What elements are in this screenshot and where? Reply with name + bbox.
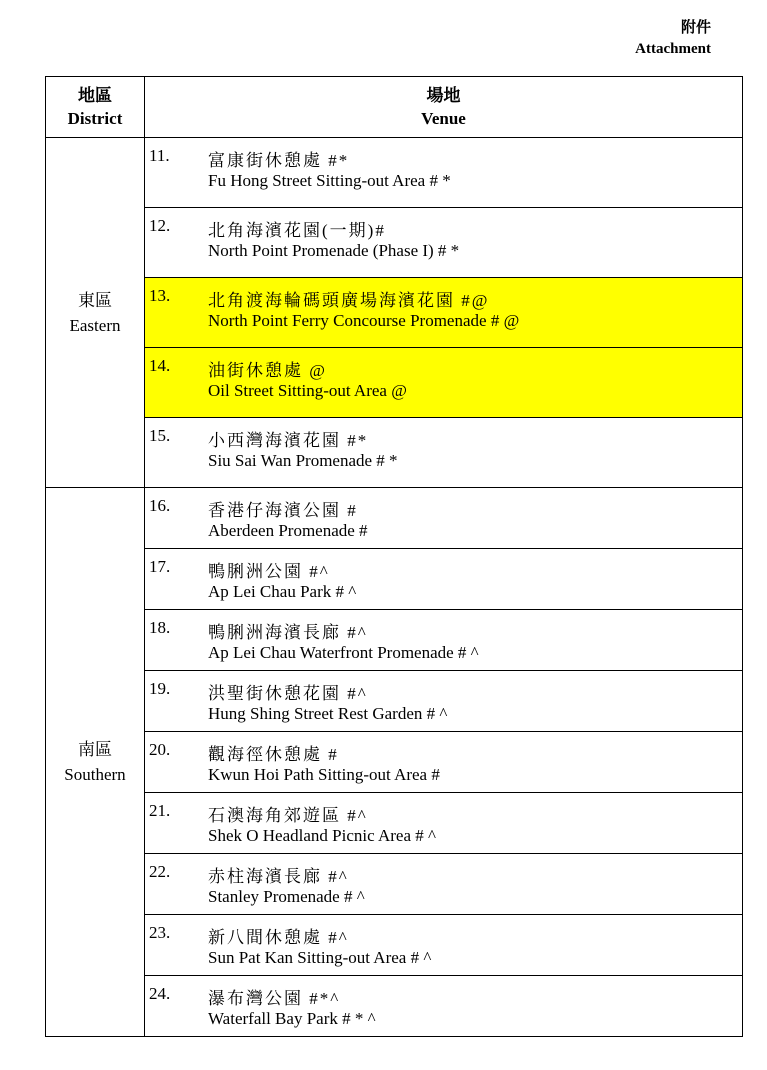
table-row [46, 488, 743, 549]
venue-name-en: Fu Hong Street Sitting-out Area # * [208, 171, 451, 190]
table-row [46, 208, 743, 278]
table-row [46, 418, 743, 488]
venue-cell [145, 732, 743, 793]
venue-number: 11. [149, 146, 170, 165]
venue-number: 22. [149, 862, 171, 881]
venue-cell [145, 854, 743, 915]
venue-number: 15. [149, 426, 171, 445]
table-row [46, 854, 743, 915]
venue-cell [145, 610, 743, 671]
attachment-label-en: Attachment [635, 41, 711, 57]
district-cell-eastern [46, 138, 145, 488]
venue-name-zh: 觀海徑休憩處 # [208, 745, 339, 764]
venue-name-zh: 洪聖街休憩花園 #^ [208, 684, 368, 703]
district-name-zh: 東區 [78, 290, 112, 310]
venue-header-zh: 場地 [426, 86, 461, 105]
venue-name-en: Shek O Headland Picnic Area # ^ [208, 826, 436, 845]
table-row [46, 610, 743, 671]
venue-name-zh: 小西灣海濱花園 #* [208, 431, 369, 450]
venue-name-en: Kwun Hoi Path Sitting-out Area # [208, 765, 440, 784]
venue-name-en: Siu Sai Wan Promenade # * [208, 451, 398, 470]
venue-name-zh: 石澳海角郊遊區 #^ [208, 806, 368, 825]
venue-number: 23. [149, 923, 171, 942]
table-row [46, 793, 743, 854]
venue-table [45, 76, 743, 1037]
venue-name-zh: 富康街休憩處 #* [208, 151, 350, 170]
table-row [46, 138, 743, 208]
venue-name-en: Hung Shing Street Rest Garden # ^ [208, 704, 448, 723]
venue-name-en: North Point Promenade (Phase I) # * [208, 241, 460, 260]
venue-name-zh: 北角海濱花園(一期)# [208, 221, 386, 240]
district-name-zh: 南區 [78, 740, 112, 759]
table-row [46, 915, 743, 976]
table-row-highlighted [46, 348, 743, 418]
venue-cell [145, 976, 743, 1037]
venue-number: 21. [149, 801, 171, 820]
district-header-en: District [67, 109, 123, 128]
venue-header [145, 77, 743, 138]
venue-name-zh: 瀑布灣公園 #*^ [208, 989, 341, 1008]
venue-cell [145, 208, 743, 278]
venue-name-zh: 赤柱海濱長廊 #^ [208, 867, 349, 886]
table-header-row [46, 77, 743, 138]
venue-cell [145, 549, 743, 610]
district-name-en: Southern [64, 765, 126, 784]
venue-number: 19. [149, 679, 171, 698]
venue-name-en: Oil Street Sitting-out Area @ [208, 381, 407, 400]
venue-cell [145, 348, 743, 418]
venue-number: 16. [149, 496, 171, 515]
venue-number: 14. [149, 356, 171, 375]
district-header-zh: 地區 [78, 86, 112, 105]
table-row-highlighted [46, 278, 743, 348]
venue-header-en: Venue [421, 109, 466, 128]
venue-number: 17. [149, 557, 171, 576]
venue-cell [145, 138, 743, 208]
table-row [46, 732, 743, 793]
venue-cell [145, 915, 743, 976]
venue-name-zh: 鴨脷洲海濱長廊 #^ [208, 623, 368, 642]
table-row [46, 671, 743, 732]
venue-cell [145, 278, 743, 348]
attachment-label-zh: 附件 [680, 20, 711, 36]
district-cell-southern [46, 488, 145, 1037]
district-name-en: Eastern [69, 315, 121, 335]
venue-name-zh: 香港仔海濱公園 # [208, 501, 358, 520]
venue-number: 24. [149, 984, 171, 1003]
venue-number: 20. [149, 740, 171, 759]
venue-cell [145, 671, 743, 732]
district-header [46, 77, 145, 138]
table-row [46, 976, 743, 1037]
venue-name-en: Stanley Promenade # ^ [208, 887, 365, 906]
venue-name-en: Waterfall Bay Park # * ^ [208, 1009, 376, 1028]
table-row [46, 549, 743, 610]
venue-name-en: Ap Lei Chau Park # ^ [208, 582, 357, 601]
venue-number: 12. [149, 216, 171, 235]
venue-name-en: Aberdeen Promenade # [208, 521, 368, 540]
venue-name-en: North Point Ferry Concourse Promenade # @ [208, 311, 520, 330]
venue-name-zh: 鴨脷洲公園 #^ [208, 562, 330, 581]
venue-name-zh: 北角渡海輪碼頭廣場海濱花園 #@ [208, 291, 490, 310]
venue-number: 18. [149, 618, 171, 637]
venue-cell [145, 418, 743, 488]
venue-number: 13. [149, 286, 171, 305]
venue-cell [145, 488, 743, 549]
venue-name-zh: 油街休憩處 @ [208, 361, 327, 380]
venue-cell [145, 793, 743, 854]
venue-name-zh: 新八間休憩處 #^ [208, 928, 349, 947]
venue-name-en: Ap Lei Chau Waterfront Promenade # ^ [208, 643, 479, 662]
venue-name-en: Sun Pat Kan Sitting-out Area # ^ [208, 948, 432, 967]
attachment-label [635, 18, 711, 60]
